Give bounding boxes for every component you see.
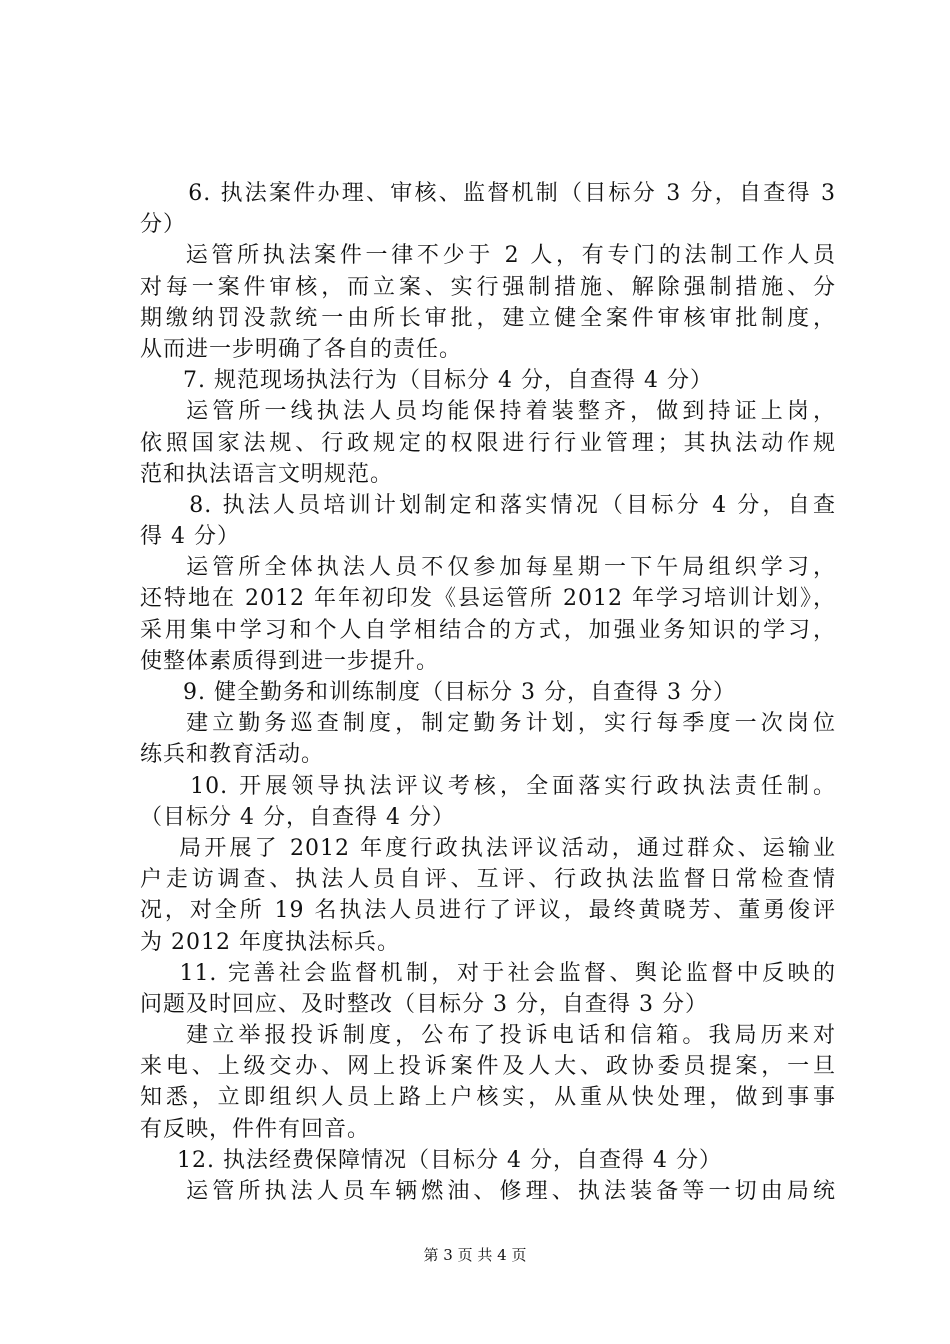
text-line: 运管所全体执法人员不仅参加每星期一下午局组织学习，	[160, 555, 836, 581]
text-line: 范和执法语言文明规范。	[140, 461, 394, 487]
text-line: 7. 规范现场执法行为（目标分 4 分，自查得 4 分）	[160, 368, 713, 394]
text-line: 11. 完善社会监督机制，对于社会监督、舆论监督中反映的	[154, 960, 836, 986]
text-line: 建立勤务巡查制度，制定勤务计划，实行每季度一次岗位	[160, 711, 836, 737]
text-line: 6. 执法案件办理、审核、监督机制（目标分 3 分，自查得 3	[164, 181, 836, 206]
document-body	[140, 178, 836, 1207]
text-line: 运管所执法案件一律不少于 2 人，有专门的法制工作人员	[160, 243, 836, 269]
text-line: 采用集中学习和个人自学相结合的方式，加强业务知识的学习，	[140, 617, 836, 643]
text-line: 依照国家法规、行政规定的权限进行行业管理；其执法动作规	[140, 430, 836, 456]
text-line: 建立举报投诉制度，公布了投诉电话和信箱。我局历来对	[160, 1023, 836, 1049]
text-line: 8. 执法人员培训计划制定和落实情况（目标分 4 分，自查	[164, 492, 836, 518]
text-line: 还特地在 2012 年年初印发《县运管所 2012 年学习培训计划》，	[140, 586, 836, 612]
text-line: 有反映，件件有回音。	[140, 1116, 371, 1142]
text-line: 对每一案件审核，而立案、实行强制措施、解除强制措施、分	[140, 274, 836, 300]
text-line: 来电、上级交办、网上投诉案件及人大、政协委员提案，一旦	[140, 1054, 836, 1080]
page-footer: 第 3 页 共 4 页	[423, 1246, 527, 1264]
text-line: 练兵和教育活动。	[140, 742, 325, 768]
text-line: 局开展了 2012 年度行政执法评议活动，通过群众、运输业	[154, 835, 836, 861]
text-line: 期缴纳罚没款统一由所长审批，建立健全案件审核审批制度，	[140, 305, 836, 331]
text-line: 运管所执法人员车辆燃油、修理、执法装备等一切由局统	[160, 1179, 836, 1204]
text-line: 12. 执法经费保障情况（目标分 4 分，自查得 4 分）	[154, 1147, 722, 1173]
text-line: 运管所一线执法人员均能保持着装整齐，做到持证上岗，	[160, 399, 836, 425]
text-line: （目标分 4 分，自查得 4 分）	[140, 804, 455, 830]
text-line: 问题及时回应、及时整改（目标分 3 分，自查得 3 分）	[140, 991, 708, 1017]
text-line: 使整体素质得到进一步提升。	[140, 648, 440, 674]
text-line: 10. 开展领导执法评议考核，全面落实行政执法责任制。	[164, 773, 836, 799]
text-line: 从而进一步明确了各自的责任。	[140, 336, 463, 362]
text-line: 况，对全所 19 名执法人员进行了评议，最终黄晓芳、董勇俊评	[140, 898, 836, 924]
text-line: 户走访调查、执法人员自评、互评、行政执法监督日常检查情	[140, 867, 836, 893]
text-line: 9. 健全勤务和训练制度（目标分 3 分，自查得 3 分）	[160, 680, 736, 705]
text-line: 知悉，立即组织人员上路上户核实，从重从快处理，做到事事	[140, 1085, 836, 1111]
text-line: 为 2012 年度执法标兵。	[140, 929, 400, 955]
text-line: 分）	[140, 212, 187, 238]
text-line: 得 4 分）	[140, 524, 240, 550]
